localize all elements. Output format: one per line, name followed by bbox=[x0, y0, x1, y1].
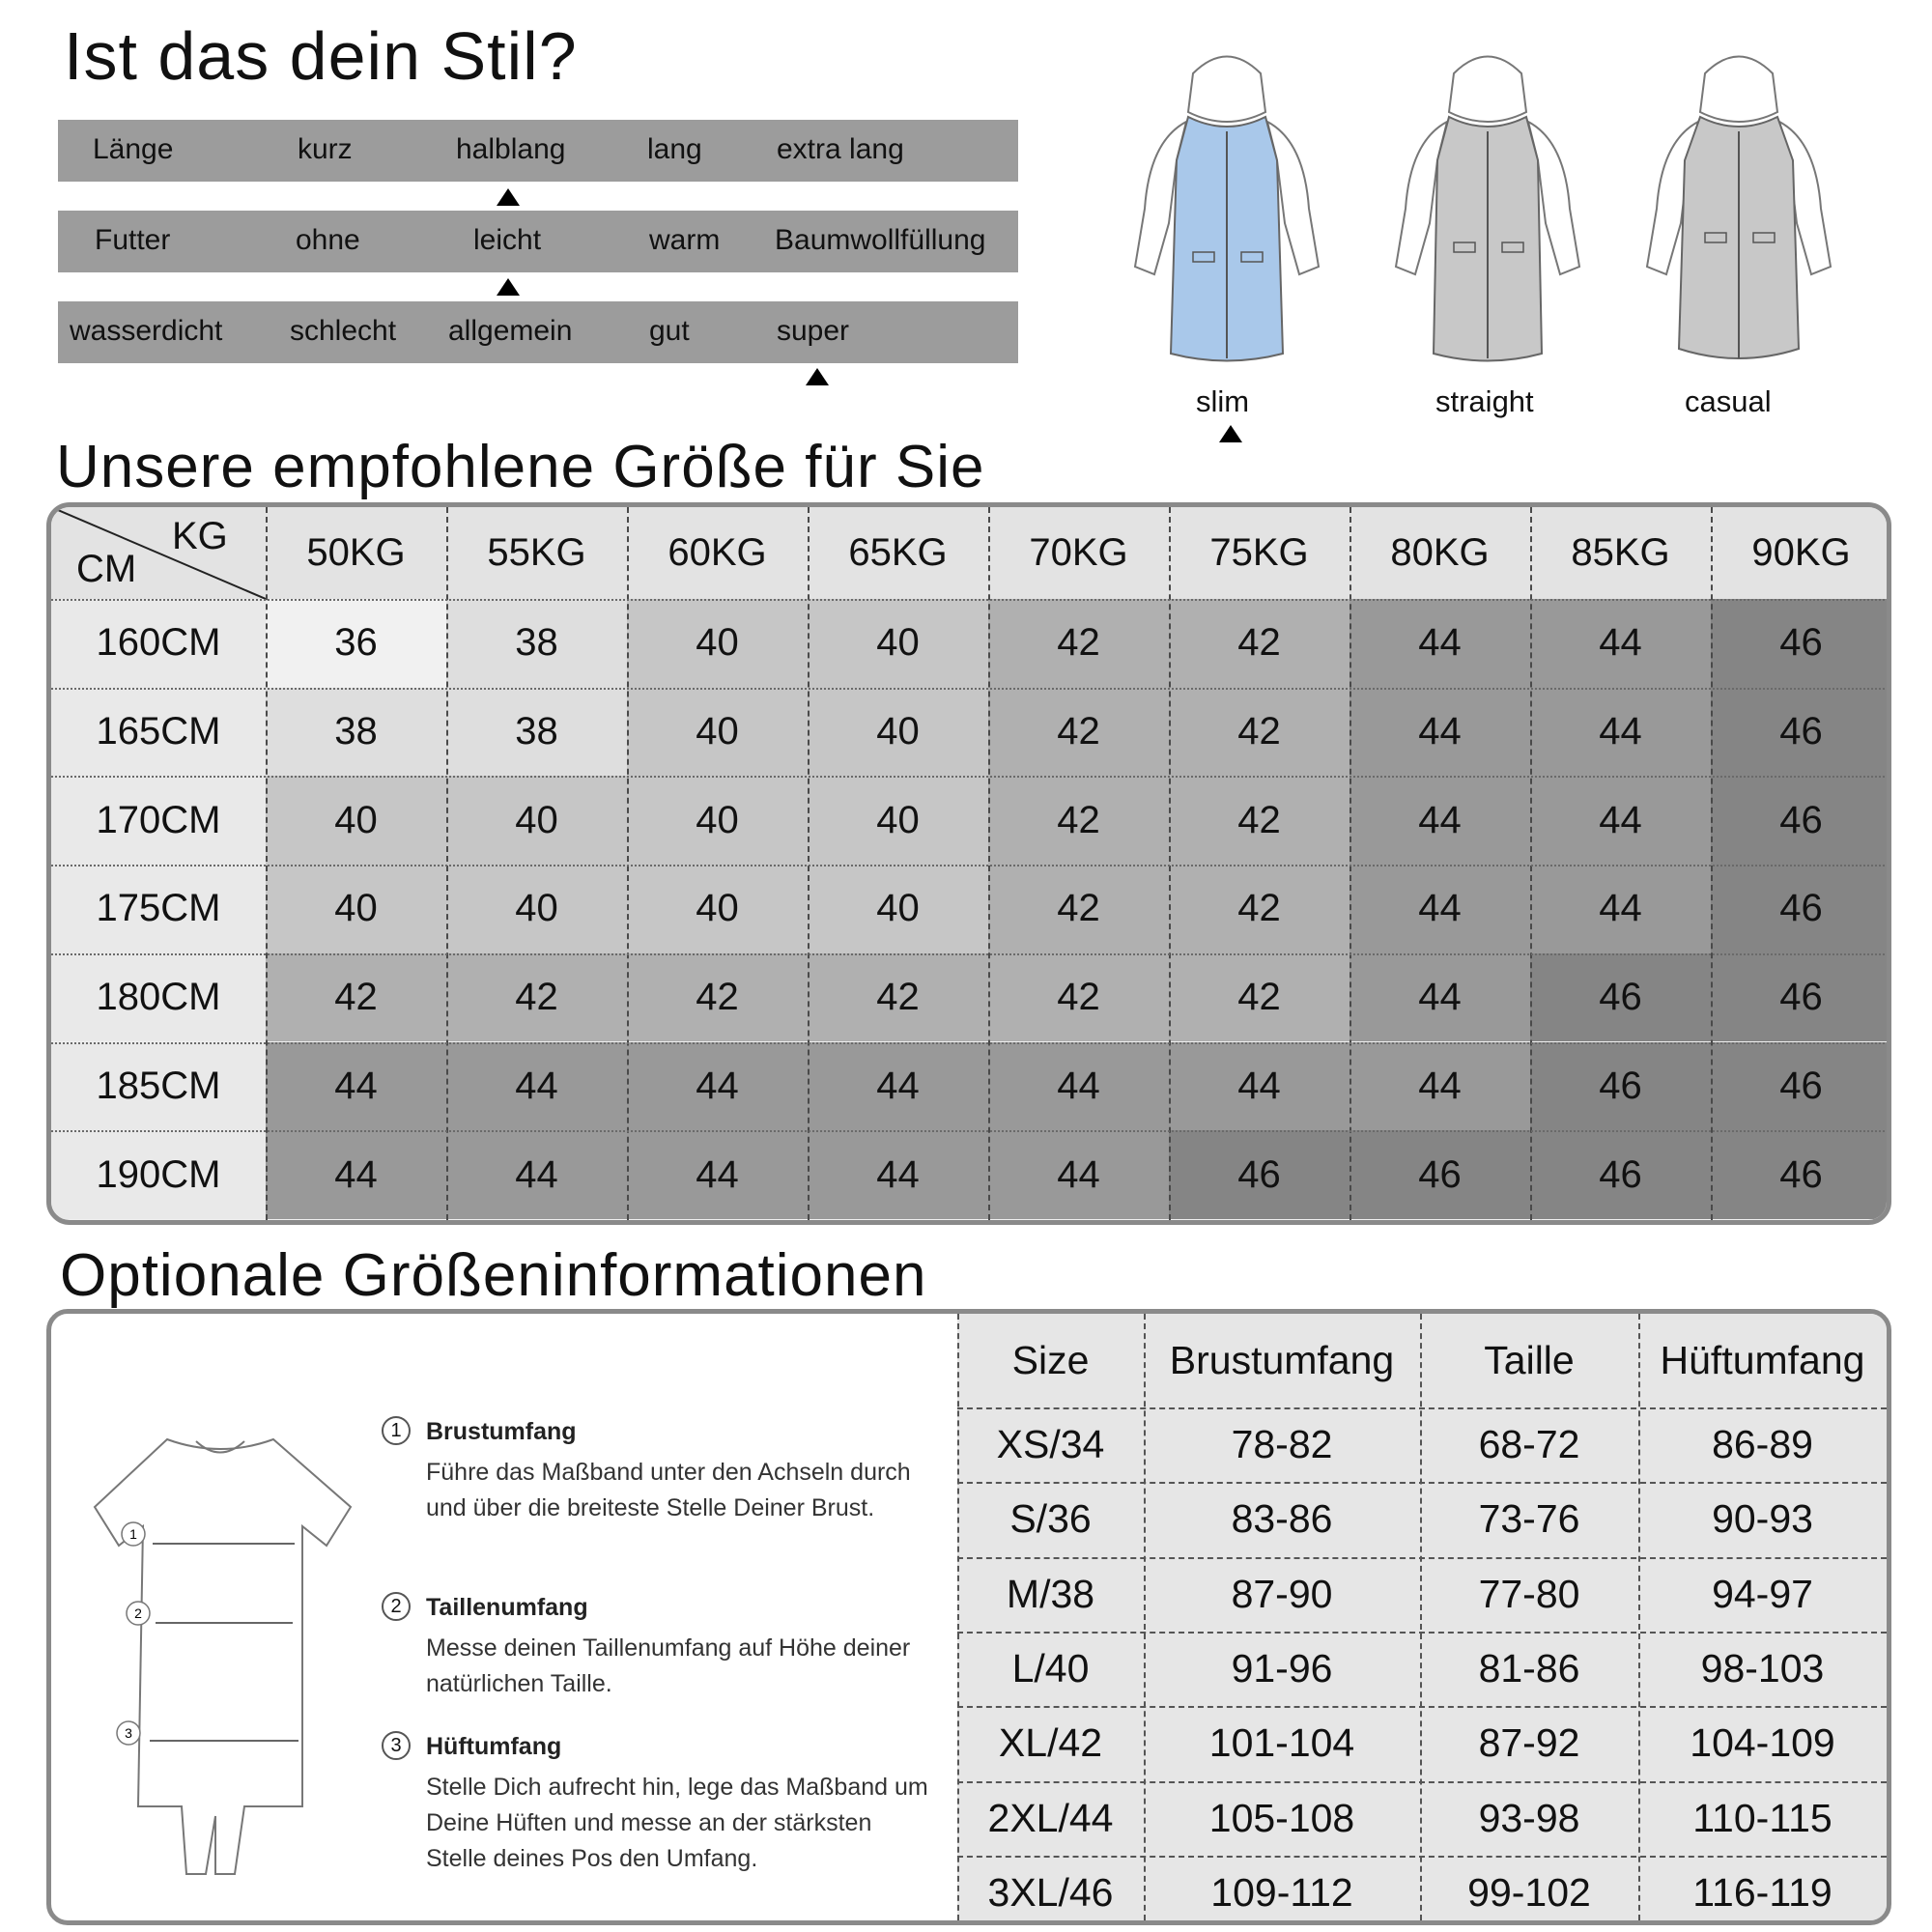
size-cell: 42 bbox=[1169, 688, 1350, 777]
height-header: 170CM bbox=[51, 776, 266, 865]
measurement-header: Taille bbox=[1484, 1338, 1575, 1382]
style-row-waterproof bbox=[58, 301, 1018, 363]
size-cell: 46 bbox=[1711, 688, 1891, 777]
size-cell: 42 bbox=[1169, 599, 1350, 688]
size-cell: 40 bbox=[627, 688, 808, 777]
size-cell: 44 bbox=[988, 1042, 1169, 1131]
size-cell: 40 bbox=[808, 599, 988, 688]
size-cell: 40 bbox=[627, 599, 808, 688]
size-cell: 44 bbox=[266, 1130, 446, 1219]
grid-line bbox=[957, 1632, 1887, 1634]
measurement-cell: 104-109 bbox=[1690, 1720, 1835, 1766]
size-cell: 46 bbox=[1711, 865, 1891, 953]
measurement-cell: XS/34 bbox=[996, 1422, 1105, 1467]
weight-header: 70KG bbox=[988, 507, 1169, 599]
selected-marker-waterproof bbox=[806, 368, 829, 385]
size-cell: 42 bbox=[446, 953, 627, 1042]
measurement-header: Hüftumfang bbox=[1660, 1338, 1865, 1382]
selected-marker-fit bbox=[1219, 425, 1242, 442]
height-header: 175CM bbox=[51, 865, 266, 953]
size-cell: 40 bbox=[266, 865, 446, 953]
size-cell: 44 bbox=[627, 1130, 808, 1219]
size-cell: 40 bbox=[266, 776, 446, 865]
style-option: Baumwollfüllung bbox=[775, 224, 986, 256]
recommended-title: Unsere empfohlene Größe für Sie bbox=[56, 434, 985, 500]
measurement-header: Size bbox=[1011, 1338, 1090, 1382]
style-row-label: Futter bbox=[95, 224, 171, 256]
guide-text: Messe deinen Taillenumfang auf Höhe deiner natürlichen Taille. bbox=[426, 1634, 911, 1697]
measurement-cell: 105-108 bbox=[1208, 1795, 1355, 1840]
coat-straight-icon bbox=[1396, 57, 1579, 361]
size-cell: 44 bbox=[1350, 688, 1530, 777]
measurement-cell: 98-103 bbox=[1700, 1646, 1825, 1691]
size-cell: 44 bbox=[446, 1042, 627, 1131]
weight-header: 90KG bbox=[1711, 507, 1891, 599]
style-option: halblang bbox=[456, 133, 566, 165]
size-recommendation-table bbox=[46, 502, 1891, 1225]
measurement-cell: 2XL/44 bbox=[987, 1795, 1114, 1840]
size-cell: 46 bbox=[1711, 1130, 1891, 1219]
size-cell: 40 bbox=[446, 776, 627, 865]
measurement-cell: 91-96 bbox=[1231, 1646, 1333, 1691]
size-cell: 42 bbox=[988, 776, 1169, 865]
size-cell: 46 bbox=[1711, 953, 1891, 1042]
size-cell: 42 bbox=[988, 599, 1169, 688]
table-corner bbox=[51, 507, 266, 599]
measurement-cell: 68-72 bbox=[1478, 1422, 1580, 1467]
size-cell: 44 bbox=[1350, 1042, 1530, 1131]
weight-header: 85KG bbox=[1530, 507, 1711, 599]
size-cell: 44 bbox=[1530, 599, 1711, 688]
coat-slim-icon bbox=[1135, 57, 1319, 361]
guide-text: Stelle Dich aufrecht hin, lege das Maßband um Deine Hüften und messe an der stärksten Stelle deines Pos den Umfang. bbox=[426, 1774, 928, 1872]
measurement-cell: 87-92 bbox=[1478, 1720, 1580, 1766]
measurement-cell: 101-104 bbox=[1208, 1720, 1355, 1766]
measurement-cell: 77-80 bbox=[1478, 1571, 1580, 1616]
size-cell: 42 bbox=[1169, 865, 1350, 953]
size-cell: 40 bbox=[808, 865, 988, 953]
grid-line bbox=[51, 1042, 1891, 1044]
coat-casual-icon bbox=[1647, 57, 1831, 359]
grid-line bbox=[957, 1856, 1887, 1858]
optional-title: Optionale Größeninformationen bbox=[60, 1242, 927, 1309]
size-cell: 42 bbox=[988, 865, 1169, 953]
measurement-cell: M/38 bbox=[1006, 1571, 1095, 1616]
grid-line bbox=[1638, 1314, 1640, 1925]
size-cell: 46 bbox=[1350, 1130, 1530, 1219]
selected-marker-length bbox=[497, 188, 520, 206]
style-option: ohne bbox=[296, 224, 360, 256]
size-cell: 44 bbox=[1350, 865, 1530, 953]
size-cell: 44 bbox=[1530, 688, 1711, 777]
measurement-info-panel bbox=[46, 1309, 1891, 1925]
measurement-table bbox=[957, 1314, 1887, 1925]
guide-number: 3 bbox=[382, 1731, 411, 1760]
fit-label-straight: straight bbox=[1435, 384, 1534, 418]
grid-line bbox=[51, 688, 1891, 690]
guide-text: Führe das Maßband unter den Achseln durch und über die breiteste Stelle Deiner Brust. bbox=[426, 1459, 911, 1521]
measurement-cell: 93-98 bbox=[1478, 1795, 1580, 1840]
size-cell: 42 bbox=[266, 953, 446, 1042]
guide-number: 2 bbox=[382, 1592, 411, 1621]
style-row-lining bbox=[58, 211, 1018, 272]
size-cell: 44 bbox=[988, 1130, 1169, 1219]
size-cell: 44 bbox=[1350, 599, 1530, 688]
size-cell: 44 bbox=[266, 1042, 446, 1131]
size-cell: 40 bbox=[627, 776, 808, 865]
size-cell: 38 bbox=[266, 688, 446, 777]
guide-title: Taillenumfang bbox=[426, 1594, 588, 1621]
figure-marker-2: 2 bbox=[134, 1605, 142, 1621]
figure-marker-1: 1 bbox=[129, 1526, 137, 1542]
measurement-cell: 94-97 bbox=[1712, 1571, 1813, 1616]
measurement-cell: XL/42 bbox=[998, 1720, 1103, 1766]
grid-line bbox=[957, 1407, 1887, 1409]
size-cell: 40 bbox=[808, 688, 988, 777]
measurement-cell: 109-112 bbox=[1210, 1869, 1353, 1915]
measurement-cell: 73-76 bbox=[1478, 1496, 1580, 1542]
fit-label-casual: casual bbox=[1685, 384, 1772, 418]
style-option: super bbox=[777, 315, 850, 347]
style-row-label: wasserdicht bbox=[70, 315, 223, 347]
measurement-cell: 83-86 bbox=[1231, 1496, 1333, 1542]
size-cell: 46 bbox=[1530, 1042, 1711, 1131]
grid-line bbox=[1420, 1314, 1422, 1925]
grid-line bbox=[51, 599, 1891, 601]
grid-line bbox=[957, 1557, 1887, 1559]
grid-line bbox=[957, 1781, 1887, 1783]
body-figure-icon bbox=[71, 1420, 389, 1903]
measurement-cell: L/40 bbox=[1011, 1646, 1090, 1691]
measurement-cell: S/36 bbox=[1009, 1496, 1092, 1542]
size-cell: 40 bbox=[446, 865, 627, 953]
size-cell: 46 bbox=[1711, 1042, 1891, 1131]
style-option: lang bbox=[647, 133, 702, 165]
corner-cm-label: CM bbox=[76, 548, 137, 590]
size-cell: 38 bbox=[446, 688, 627, 777]
height-header: 180CM bbox=[51, 953, 266, 1042]
size-cell: 46 bbox=[1530, 1130, 1711, 1219]
style-option: warm bbox=[649, 224, 721, 256]
style-option: leicht bbox=[473, 224, 542, 256]
grid-line bbox=[957, 1482, 1887, 1484]
style-option: allgemein bbox=[448, 315, 573, 347]
size-cell: 44 bbox=[1530, 776, 1711, 865]
style-option: gut bbox=[649, 315, 690, 347]
grid-line bbox=[957, 1706, 1887, 1708]
size-cell: 46 bbox=[1169, 1130, 1350, 1219]
guide-number: 1 bbox=[382, 1416, 411, 1445]
weight-header: 75KG bbox=[1169, 507, 1350, 599]
style-row-label: Länge bbox=[93, 133, 174, 165]
size-cell: 40 bbox=[627, 865, 808, 953]
size-cell: 42 bbox=[808, 953, 988, 1042]
measurement-cell: 86-89 bbox=[1712, 1422, 1813, 1467]
measurement-cell: 81-86 bbox=[1478, 1646, 1580, 1691]
measurement-header: Brustumfang bbox=[1169, 1338, 1395, 1382]
style-title: Ist das dein Stil? bbox=[64, 18, 578, 94]
style-option: kurz bbox=[298, 133, 353, 165]
weight-header: 80KG bbox=[1350, 507, 1530, 599]
grid-line bbox=[51, 865, 1891, 867]
size-cell: 46 bbox=[1711, 776, 1891, 865]
measurement-cell: 3XL/46 bbox=[987, 1869, 1114, 1915]
weight-header: 50KG bbox=[266, 507, 446, 599]
size-cell: 38 bbox=[446, 599, 627, 688]
grid-line bbox=[1144, 1314, 1146, 1925]
size-cell: 40 bbox=[808, 776, 988, 865]
corner-kg-label: KG bbox=[172, 515, 228, 557]
weight-header: 65KG bbox=[808, 507, 988, 599]
fit-label-slim: slim bbox=[1196, 384, 1250, 418]
measurement-cell: 116-119 bbox=[1692, 1869, 1833, 1915]
size-cell: 42 bbox=[988, 688, 1169, 777]
size-cell: 46 bbox=[1530, 953, 1711, 1042]
figure-marker-3: 3 bbox=[125, 1725, 132, 1741]
height-header: 185CM bbox=[51, 1042, 266, 1131]
measurement-cell: 110-115 bbox=[1692, 1795, 1833, 1840]
size-cell: 42 bbox=[1169, 953, 1350, 1042]
selected-marker-lining bbox=[497, 278, 520, 296]
style-option: extra lang bbox=[777, 133, 904, 165]
style-row-length bbox=[58, 120, 1018, 182]
size-cell: 42 bbox=[627, 953, 808, 1042]
measurement-cell: 87-90 bbox=[1231, 1571, 1333, 1616]
grid-line bbox=[51, 776, 1891, 778]
guide-title: Hüftumfang bbox=[426, 1733, 562, 1760]
size-cell: 44 bbox=[1530, 865, 1711, 953]
height-header: 190CM bbox=[51, 1130, 266, 1219]
measurement-cell: 90-93 bbox=[1712, 1496, 1813, 1542]
coat-illustrations bbox=[1121, 44, 1913, 373]
height-header: 160CM bbox=[51, 599, 266, 688]
size-cell: 44 bbox=[1169, 1042, 1350, 1131]
size-cell: 44 bbox=[1350, 953, 1530, 1042]
size-cell: 36 bbox=[266, 599, 446, 688]
size-cell: 44 bbox=[627, 1042, 808, 1131]
style-option: schlecht bbox=[290, 315, 397, 347]
size-cell: 46 bbox=[1711, 599, 1891, 688]
grid-line bbox=[957, 1314, 959, 1925]
grid-line bbox=[51, 1130, 1891, 1132]
grid-line bbox=[51, 953, 1891, 955]
size-cell: 42 bbox=[988, 953, 1169, 1042]
size-cell: 44 bbox=[808, 1042, 988, 1131]
weight-header: 60KG bbox=[627, 507, 808, 599]
size-cell: 42 bbox=[1169, 776, 1350, 865]
measurement-cell: 99-102 bbox=[1467, 1869, 1591, 1915]
measurement-cell: 78-82 bbox=[1231, 1422, 1333, 1467]
guide-title: Brustumfang bbox=[426, 1418, 577, 1445]
weight-header: 55KG bbox=[446, 507, 627, 599]
height-header: 165CM bbox=[51, 688, 266, 777]
size-cell: 44 bbox=[1350, 776, 1530, 865]
size-cell: 44 bbox=[446, 1130, 627, 1219]
size-cell: 44 bbox=[808, 1130, 988, 1219]
